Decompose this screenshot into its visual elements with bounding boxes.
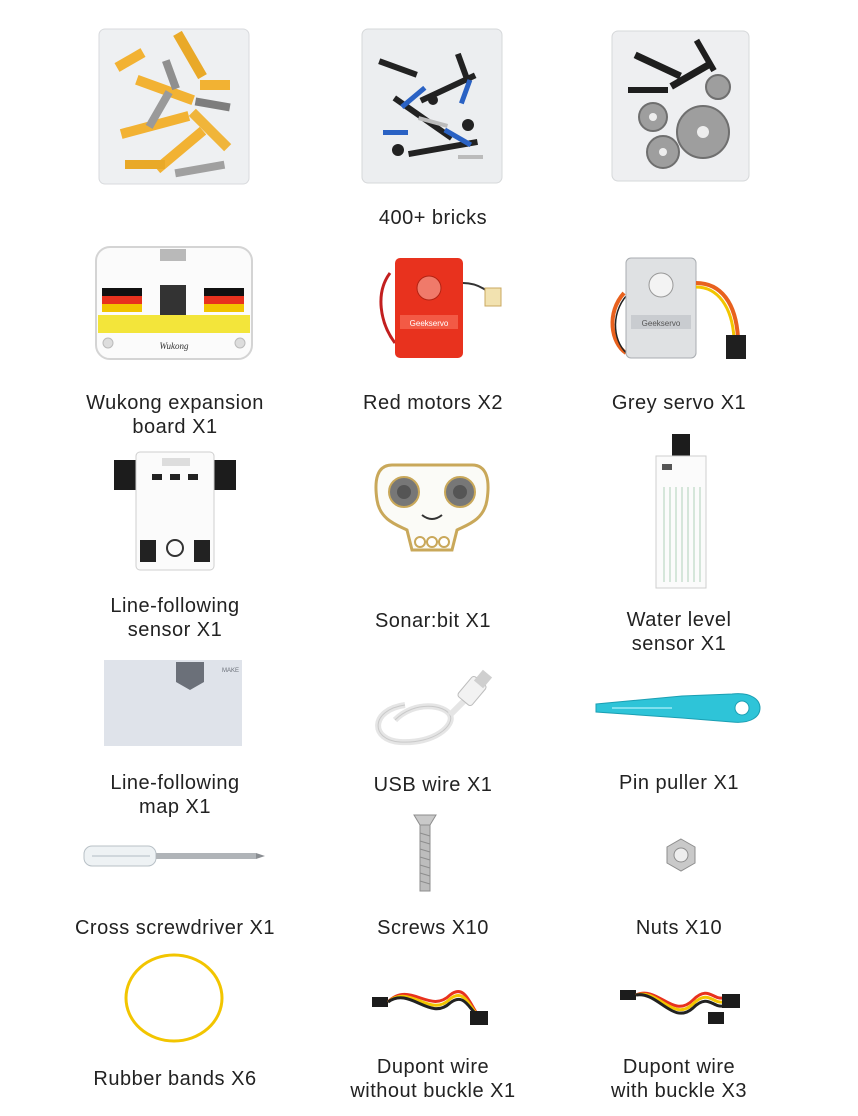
- servo-brand-text: Geekservo: [641, 319, 681, 328]
- nut-image: [664, 838, 698, 872]
- line-following-sensor-image: [112, 448, 238, 573]
- water-level-sensor-caption: Water level sensor X1: [626, 609, 732, 655]
- pin-puller-caption: Pin puller X1: [619, 772, 739, 794]
- usb-wire-image: [365, 670, 500, 748]
- screw-image: [412, 813, 438, 893]
- rubber-band-image: [122, 951, 227, 1045]
- black-blue-bricks-bag-image: [358, 25, 506, 187]
- red-motors-caption: Red motors X2: [363, 392, 503, 414]
- map-brand-text: MAKE: [222, 668, 240, 674]
- rubber-bands-caption: Rubber bands X6: [93, 1068, 257, 1090]
- grey-servo-caption: Grey servo X1: [611, 392, 747, 414]
- sonar-bit-caption: Sonar:bit X1: [374, 610, 492, 632]
- usb-wire-caption: USB wire X1: [373, 774, 493, 796]
- line-following-map-image: [104, 660, 242, 748]
- dupont-wire-without-buckle-image: [370, 975, 495, 1029]
- wukong-caption: Wukong expansion board X1: [86, 392, 264, 438]
- bricks-caption: 400+ bricks: [378, 207, 488, 229]
- screws-caption: Screws X10: [377, 917, 489, 939]
- wukong-board-image: [92, 243, 256, 363]
- pin-puller-image: [592, 688, 764, 728]
- sonar-bit-image: [372, 460, 492, 560]
- dupont-wire-without-buckle-caption: Dupont wire without buckle X1: [350, 1056, 516, 1102]
- dupont-wire-with-buckle-caption: Dupont wire with buckle X3: [611, 1056, 747, 1102]
- water-level-sensor-image: [650, 432, 712, 590]
- gears-bag-image: [608, 27, 753, 185]
- yellow-bricks-bag-image: [95, 25, 255, 190]
- line-following-sensor-caption: Line-following sensor X1: [110, 595, 240, 641]
- red-motor-image: [380, 253, 510, 363]
- motor-brand-text: Geekservo: [409, 319, 449, 328]
- line-following-map-caption: Line-following map X1: [110, 772, 240, 818]
- cross-screwdriver-image: [82, 843, 267, 869]
- nuts-caption: Nuts X10: [635, 917, 723, 939]
- dupont-wire-with-buckle-image: [618, 980, 743, 1030]
- wukong-logo-text: Wukong: [159, 341, 189, 351]
- cross-screwdriver-caption: Cross screwdriver X1: [74, 917, 276, 939]
- grey-servo-image: [606, 253, 756, 368]
